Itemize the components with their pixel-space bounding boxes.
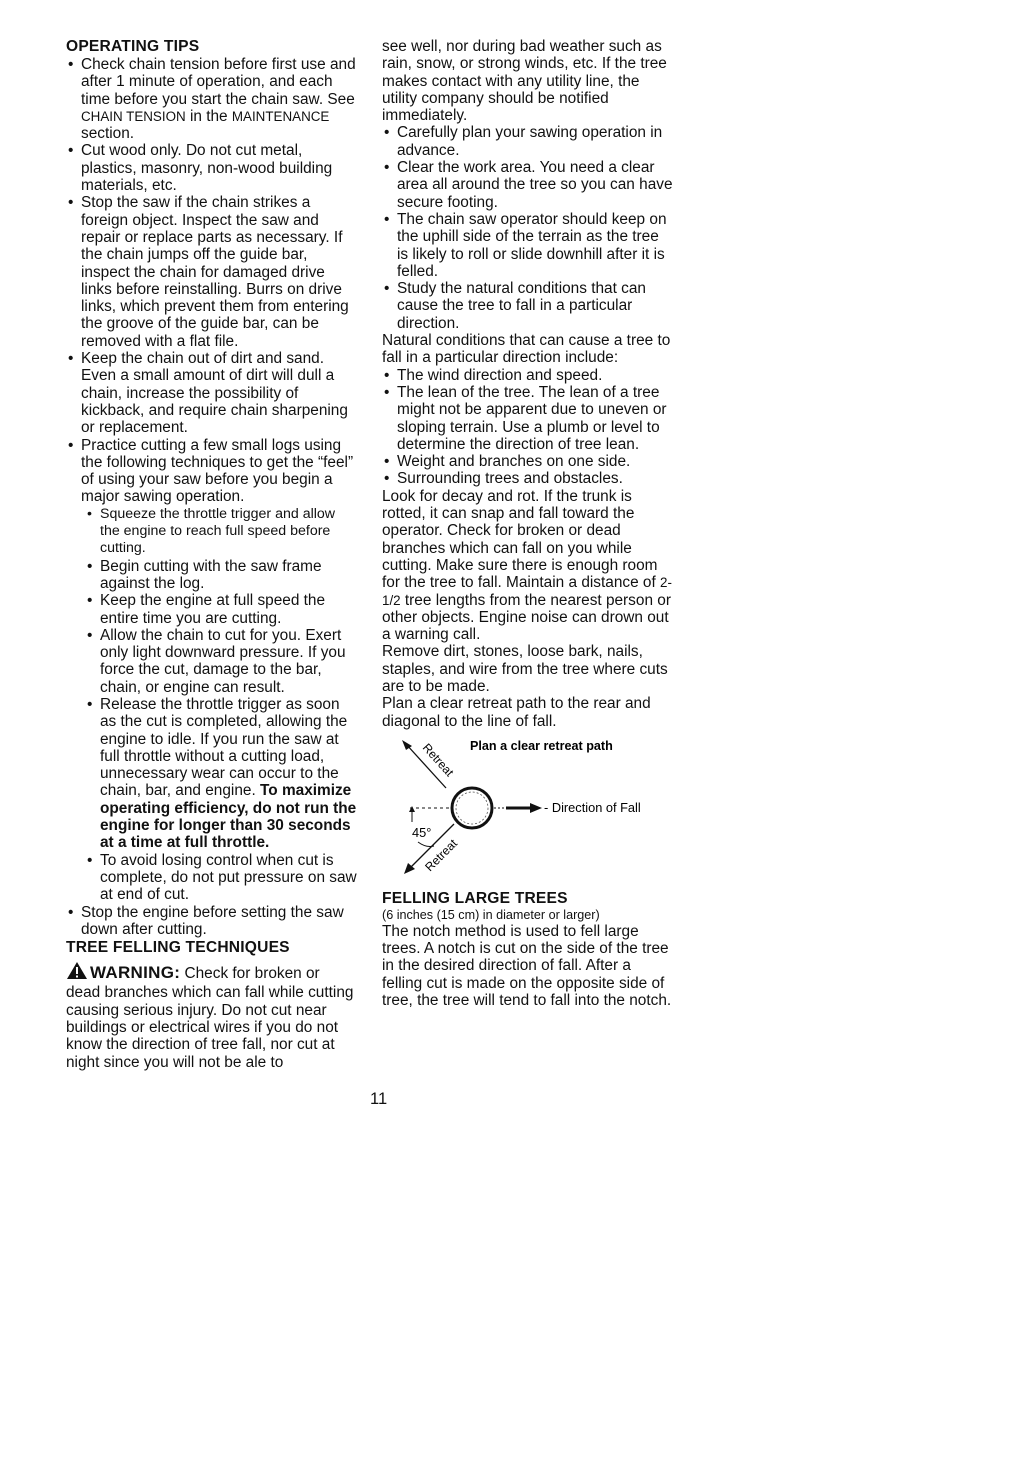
- tree-rings: [456, 792, 488, 824]
- technique-squeeze: • Squeeze the throttle trigger and allow the engine to reach full speed before cutting.: [66, 506, 358, 558]
- fall-arrowhead: [530, 803, 542, 813]
- felling-large-trees-heading: FELLING LARGE TREES: [382, 889, 568, 907]
- reference-up-arrow: [409, 806, 415, 812]
- technique-full-speed: • Keep the engine at full speed the entire time you are cutting.: [66, 592, 358, 627]
- natural-conditions-intro: Natural conditions that can cause a tree to fall in a particular direction include:: [382, 332, 671, 367]
- tree-circle: [452, 788, 492, 828]
- technique-release: • Release the throttle trigger as soon as the cut is completed, allowing the engine to idle. If you run the saw at full throttle without a cutting load, unnecessary wear can occur to the chain, bar, and engine. To maximize operating efficiency, do not run the engine for longer than 30 seconds at a time at full throttle.: [66, 696, 358, 852]
- retreat-plan-paragraph: Plan a clear retreat path to the rear and diagonal to the line of fall.: [382, 695, 651, 730]
- remove-debris-paragraph: Remove dirt, stones, loose bark, nails, staples, and wire from the tree where cuts are to be made.: [382, 643, 668, 695]
- warning-continued: see well, nor during bad weather such as rain, snow, or strong winds, etc. If the tree makes contact with any utility line, the utility company should be notified immediately.: [382, 38, 667, 125]
- angle-label: 45°: [412, 824, 432, 840]
- decay-paragraph: Look for decay and rot. If the trunk is rotted, it can snap and fall toward the operator. Check for broken or dead branches which can fall on you while cutting. Make sure there is enough room for the tree to fall. Maintain a distance of 2-1/2 tree lengths from the nearest person or other objects. Engine noise can drown out a warning call.: [382, 487, 672, 644]
- tip-cut-wood-only: • Cut wood only. Do not cut metal, plastics, masonry, non-wood building materials, etc.: [66, 142, 358, 194]
- technique-avoid-losing-control: • To avoid losing control when cut is complete, do not put pressure on saw at end of cut.: [66, 852, 358, 904]
- tip-dirt-sand: • Keep the chain out of dirt and sand. Even a small amount of dirt will dull a chain, increase the possibility of kickback, and require chain sharpening or replacement.: [66, 350, 358, 436]
- warning-text: Check for broken or dead branches which can fall while cutting causing serious injury. Do not cut near buildings or electrical wires if you do not know the direction of tree fall, nor cut at night since you will not be ale to: [66, 965, 354, 1071]
- tip-stop-engine: • Stop the engine before setting the saw down after cutting.: [66, 904, 358, 939]
- retreat-top-label: Retreat: [419, 740, 457, 780]
- tree-felling-heading: TREE FELLING TECHNIQUES: [66, 939, 290, 957]
- page-number: 11: [370, 1090, 388, 1108]
- clear-work-area: • Clear the work area. You need a clear area all around the tree so you can have secure footing.: [382, 159, 674, 211]
- uphill-side: • The chain saw operator should keep on the uphill side of the terrain as the tree is likely to roll or slide downhill after it is felled.: [382, 211, 674, 280]
- warning-paragraph: [66, 961, 358, 1071]
- condition-wind: • The wind direction and speed.: [382, 367, 674, 384]
- technique-begin: • Begin cutting with the saw frame against the log.: [66, 558, 358, 593]
- planning-list: [382, 124, 674, 332]
- condition-lean: • The lean of the tree. The lean of a tree might not be apparent due to uneven or sloping terrain. Use a plumb or level to determine the direction of tree lean.: [382, 384, 674, 453]
- condition-weight: • Weight and branches on one side.: [382, 453, 674, 470]
- natural-conditions-list: [382, 367, 674, 488]
- tip-foreign-object: • Stop the saw if the chain strikes a foreign object. Inspect the saw and repair or replace parts as necessary. If the chain jumps off the guide bar, inspect the chain for damaged drive links before reinstalling. Burrs on drive links, which prevent them from entering the groove of the guide bar, can be removed with a flat file.: [66, 194, 358, 350]
- large-trees-subtitle: (6 inches (15 cm) in diameter or larger): [382, 907, 600, 922]
- left-column: [66, 38, 358, 1071]
- retreat-bottom-label: Retreat: [422, 836, 460, 874]
- practice-techniques-list: [66, 506, 358, 904]
- direction-of-fall-label: - Direction of Fall: [544, 799, 641, 815]
- retreat-path-diagram: [382, 736, 674, 886]
- operating-tips-heading: OPERATING TIPS: [66, 38, 200, 55]
- condition-surrounding: • Surrounding trees and obstacles.: [382, 470, 674, 487]
- warning-label: WARNING:: [90, 963, 181, 983]
- right-column: [382, 38, 674, 1009]
- tip-chain-tension: • Check chain tension before first use and after 1 minute of operation, and each time before you start the chain saw. See CHAIN TENSION in the MAINTENANCE section.: [66, 56, 358, 142]
- retreat-diagram-svg: [382, 736, 674, 886]
- diagram-title: Plan a clear retreat path: [470, 738, 613, 753]
- plan-advance: • Carefully plan your sawing operation in advance.: [382, 124, 674, 159]
- warning-triangle-icon: [66, 961, 88, 984]
- operating-tips-list: [66, 56, 358, 938]
- study-conditions: • Study the natural conditions that can cause the tree to fall in a particular direction.: [382, 280, 674, 332]
- technique-allow-chain: • Allow the chain to cut for you. Exert only light downward pressure. If you force the cut, damage to the bar, chain, or engine can result.: [66, 627, 358, 696]
- tip-practice: • Practice cutting a few small logs using the following techniques to get the “feel” of using your saw before you begin a major sawing operation. • Squeeze the throttle trigger and allow the engine to reach full speed before cutting. • Begin cutting with the saw frame against the log. • Keep the engine at full speed the entire time you are cutting. • Allow the chain to cut for you. Exert only light downward pressure. If you force the cut, damage to the bar, chain, or engine can result. • Release the throttle trigger as soon as the cut is completed, allowing the engine to idle. If you run the saw at full throttle without a cutting load, unnecessary wear can occur to the chain, bar, and engine. To maximize operating efficiency, do not run the engine for longer than 30 seconds at a time at full throttle. • To avoid losing control when cut is complete, do not put pressure on saw at end of cut.: [66, 437, 358, 904]
- notch-method-paragraph: The notch method is used to fell large trees. A notch is cut on the side of the tree in the desired direction of fall. After a felling cut is made on the opposite side of tree, the tree will tend to fall into the notch.: [382, 922, 672, 1010]
